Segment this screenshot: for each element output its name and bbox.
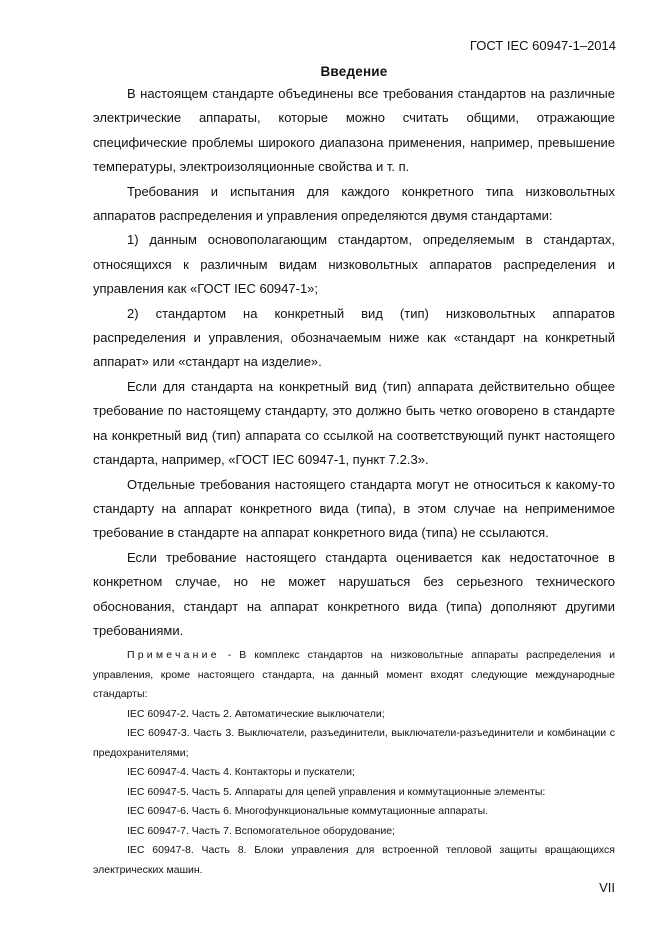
note-label: Примечание (127, 649, 220, 662)
paragraph: 1) данным основополагающим стандартом, определяемым в стандартах, относящихся к различным видам низковольтных аппаратов распределения и управления как «ГОСТ IEC 60947-1»; (93, 232, 615, 297)
document-body (93, 82, 615, 880)
paragraph: 2) стандартом на конкретный вид (тип) низковольтных аппаратов распределения и управления, обозначаемым ниже как «стандарт на конкретный аппарат» или «стандарт на изделие». (93, 305, 615, 370)
section-title: Введение (320, 64, 388, 79)
paragraph: В настоящем стандарте объединены все требования стандартов на различные электрические аппараты, которые можно считать общими, отражающие специфические проблемы широкого диапазона применения, например, превышение температуры, электроизоляционные свойства и т. п. (93, 86, 615, 175)
note-text: - В комплекс стандартов на низковольтные аппараты распределения и управления, кроме настоящего стандарта, на данный момент входят следующие международные стандарты: (93, 649, 615, 701)
standard-list-item: IEC 60947-8. Часть 8. Блоки управления для встроенной тепловой защиты вращающихся электрических машин. (93, 844, 615, 876)
note (93, 646, 615, 705)
page-number: VII (599, 880, 615, 895)
standard-list-item: IEC 60947-3. Часть 3. Выключатели, разъединители, выключатели-разъединители и комбинации с предохранителями; (93, 727, 615, 759)
standard-list-item: IEC 60947-5. Часть 5. Аппараты для цепей управления и коммутационные элементы: (127, 785, 546, 798)
standard-list-item: IEC 60947-4. Часть 4. Контакторы и пускатели; (127, 766, 355, 779)
paragraph: Отдельные требования настоящего стандарта могут не относиться к какому-то стандарту на аппарат конкретного вида (типа), в этом случае на неприменимое требование в стандарте на аппарат конкретного вида (типа) не ссылаются. (93, 476, 615, 541)
document-code: ГОСТ IEC 60947-1–2014 (469, 38, 616, 53)
standard-list-item: IEC 60947-7. Часть 7. Вспомогательное оборудование; (127, 824, 395, 837)
paragraph: Если для стандарта на конкретный вид (тип) аппарата действительно общее требование по настоящему стандарту, это должно быть четко оговорено в стандарте на конкретный вид (тип) аппарата со ссылкой на соответствующий пункт настоящего стандарта, например, «ГОСТ IEC 60947-1, пункт 7.2.3». (93, 378, 615, 468)
standard-list-item: IEC 60947-6. Часть 6. Многофункциональные коммутационные аппараты. (127, 805, 489, 818)
paragraph: Если требование настоящего стандарта оценивается как недостаточное в конкретном случае, но не может нарушаться без серьезного технического обоснования, стандарт на аппарат конкретного вида (типа) дополняют другими требованиями. (93, 549, 615, 638)
standard-list-item: IEC 60947-2. Часть 2. Автоматические выключатели; (127, 707, 385, 720)
paragraph: Требования и испытания для каждого конкретного типа низковольтных аппаратов распределения и управления определяются двумя стандартами: (93, 183, 615, 224)
